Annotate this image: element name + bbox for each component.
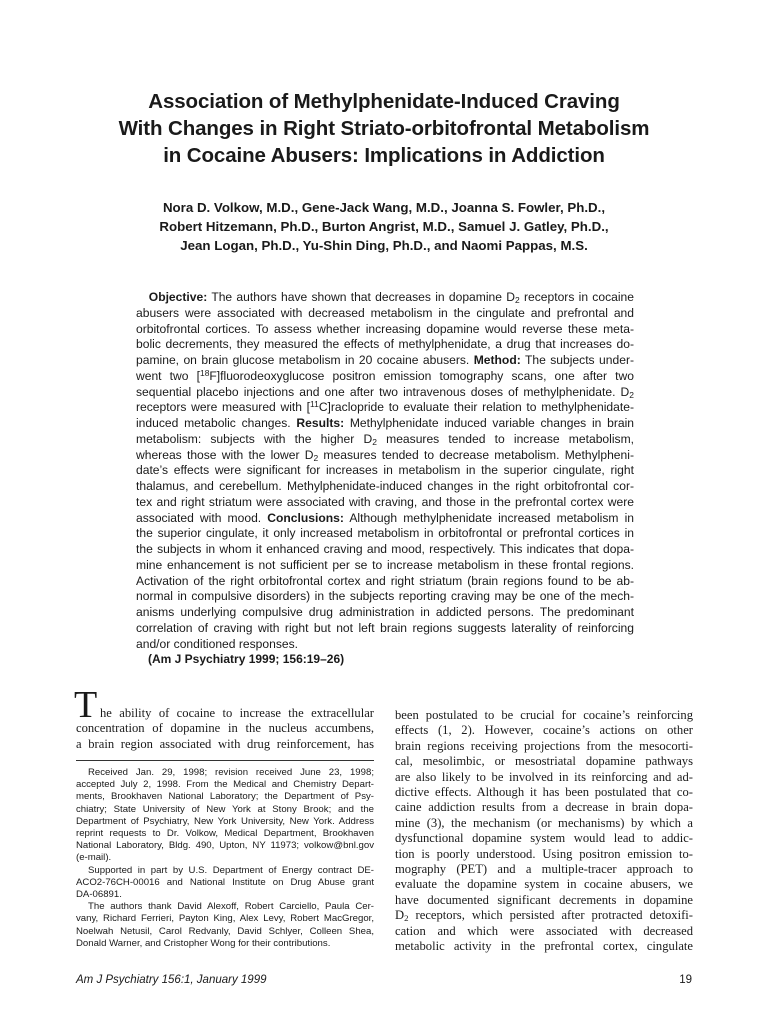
abstract-line: date’s effects were significant for increases in metabolism in the superior cingulate, right (136, 463, 634, 478)
results-label: Results: (296, 416, 345, 430)
abstract-line: the superior cingulate, it only increased metabolism in orbitofrontal or prefrontal cortices in (136, 526, 634, 541)
abstract-line: the subjects in whom it enhanced craving and mood, respectively. This indicates that dopa- (136, 542, 634, 556)
footnote-line: (e-mail). (76, 852, 112, 864)
body-line: have documented significant decrements in dopamine (395, 892, 693, 907)
footnote-divider (76, 760, 374, 761)
footnote-line: ments, Brookhaven National Laboratory; the Department of Psy- (76, 791, 374, 803)
abstract-line: and/or conditioned responses. (136, 636, 299, 651)
footnotes (76, 767, 374, 950)
right-column (395, 708, 693, 955)
abstract-line: bolic decrements, they measured the effects of methylphenidate, a drug that increases do- (136, 337, 634, 352)
abstract-line: went two [$^{18}$F]fluorodeoxyglucose positron emission tomography scans, one after two (136, 367, 634, 383)
abstract-line: tex and right striatum were associated with craving, and those in the prefrontal cortex were (136, 494, 634, 509)
abstract-line: induced metabolic changes. Results: Methylphenidate induced variable changes in brain (136, 416, 634, 430)
body-line: concentration of dopamine in the nucleus accumbens, (76, 721, 374, 736)
author-line: Nora D. Volkow, M.D., Gene-Jack Wang, M.D., Joanna S. Fowler, Ph.D., (162, 200, 606, 215)
body-line: tion is poorly understood. Using positron emission to- (395, 846, 693, 861)
footnote-line: accepted July 2, 1998. From the Medical and Chemistry Depart- (76, 779, 374, 791)
footnote-line: chiatry; State University of New York at Stony Brook; and the (76, 803, 374, 815)
footnote-line: Received Jan. 29, 1998; revision received June 23, 1998; (88, 767, 374, 778)
drop-cap: T (74, 684, 98, 726)
abstract-line: pamine, on brain glucose metabolism in 20 cocaine abusers. Method: The subjects under- (136, 353, 634, 367)
abstract-line: sequential placebo injections and one after two intravenous doses of methylphenidate. $D_2$ (136, 384, 634, 400)
author-line: Jean Logan, Ph.D., Yu-Shin Ding, Ph.D., and Naomi Pappas, M.S. (180, 238, 588, 253)
citation: (Am J Psychiatry 1999; 156:19–26) (148, 652, 345, 666)
objective-label: Objective: (148, 290, 208, 304)
article-title (60, 88, 708, 169)
intro-paragraph (74, 684, 374, 752)
abstract-line: thalamus, and cerebellum. Methylphenidate-induced changes in the right orbitofrontal cor- (136, 479, 634, 493)
journal-footer: Am J Psychiatry 156:1, January 1999 (76, 974, 267, 986)
abstract-line: correlation of craving with right but not left brain regions suggests laterality of reinforcing (136, 620, 634, 635)
body-line: cal, mesolimbic, or mesostriatal dopamine pathways (395, 754, 693, 769)
body-line: mography (PET) and a multiple-tracer approach to (395, 862, 693, 877)
abstract-line: mine enhancement is not sufficient per se to increase metabolism in these frontal regions. (136, 557, 634, 572)
footnote-line: The authors thank David Alexoff, Robert Carciello, Paula Cer- (88, 901, 374, 913)
body-line: a brain region associated with drug reinforcement, has (76, 736, 374, 751)
page-number: 19 (679, 974, 692, 986)
left-column (74, 684, 374, 752)
body-line: effects (1, 2). However, cocaine’s actions on other (395, 723, 693, 738)
abstract-line: orbitofrontal cortices. To assess whether increasing dopamine would reverse these meta- (136, 321, 634, 336)
footnote-line: DA-06891. (76, 889, 122, 901)
author-line: Robert Hitzemann, Ph.D., Burton Angrist, M.D., Samuel J. Gatley, Ph.D., (159, 219, 609, 234)
body-line: $D_2$ receptors, which persisted after protracted detoxifi- (395, 908, 693, 924)
abstract-line: abusers were associated with decreased metabolism in the cingulate and prefrontal and (136, 305, 634, 320)
title-line: With Changes in Right Striato-orbitofrontal Metabolism (118, 117, 650, 140)
body-line: brain regions receiving projections from the mesocorti- (395, 738, 693, 753)
body-line: been postulated to be crucial for cocaine’s reinforcing (395, 708, 693, 722)
body-line: metabolic activity in the prefrontal cortex, cingulate (395, 939, 693, 954)
abstract (136, 290, 634, 652)
footnote-line: reprint requests to Dr. Volkow, Medical Department, Brookhaven (76, 828, 374, 840)
body-line: he ability of cocaine to increase the extracellular (100, 706, 374, 720)
footnote-line: vany, Richard Ferrieri, Payton King, Alex Levy, Robert MacGregor, (76, 913, 374, 925)
abstract-line: whereas those with the lower $D_2$ measures tended to decrease metabolism. Methylpheni- (136, 447, 634, 463)
abstract-line: receptors were measured with [$^{11}$C]raclopride to evaluate their relation to methylphenidate- (136, 399, 634, 415)
body-line: mine (3), the mechanism (or mechanisms) by which a (395, 815, 693, 830)
abstract-line: Activation of the right orbitofrontal cortex and right striatum (brain regions found to be ab- (136, 573, 634, 588)
title-line: in Cocaine Abusers: Implications in Addiction (163, 144, 605, 167)
footnote-line: ACO2-76CH-00016 and National Institute on Drug Abuse grant (76, 876, 374, 888)
conclusions-label: Conclusions: (267, 510, 344, 525)
footnote-line: Donald Warner, and Cristopher Wong for their contributions. (76, 937, 331, 949)
abstract-line: normal in compulsive disorders) in the subjects reporting craving may be one of the mech- (136, 589, 634, 604)
author-list (60, 198, 708, 255)
body-line: are also likely to be involved in its reinforcing and ad- (395, 769, 693, 784)
body-line: evaluate the dopamine system in cocaine abusers, we (395, 877, 693, 892)
footnote-line: Department of Psychiatry, New York University, New York. Address (76, 815, 374, 827)
footnote-line: Supported in part by U.S. Department of Energy contract DE- (88, 864, 374, 876)
method-label: Method: (473, 353, 521, 367)
abstract-line: anisms underlying compulsive drug administration in addicted persons. The predominant (136, 605, 634, 619)
title-line: Association of Methylphenidate-Induced Craving (148, 90, 620, 113)
body-line: dictive effects. Although it has been postulated that co- (395, 785, 693, 800)
abstract-line: metabolism: subjects with the higher $D_2$ measures tended to increase metabolism, (136, 431, 634, 447)
body-line: caine addiction results from a decrease in brain dopa- (395, 800, 693, 815)
abstract-line: Objective: The authors have shown that decreases in dopamine $D_2$ receptors in cocaine (148, 290, 634, 305)
body-line: cation and which were associated with decreased (395, 923, 693, 938)
body-line: dysfunctional dopamine system would lead to addic- (395, 831, 693, 846)
footnote-line: Noelwah Netusil, Carol Redvanly, David Schlyer, Colleen Shea, (76, 925, 374, 937)
footnote-line: National Laboratory, Bldg. 490, Upton, NY 11973; volkow@bnl.gov (76, 840, 374, 852)
abstract-line: associated with mood. Conclusions: Although methylphenidate increased metabolism in (136, 510, 634, 525)
